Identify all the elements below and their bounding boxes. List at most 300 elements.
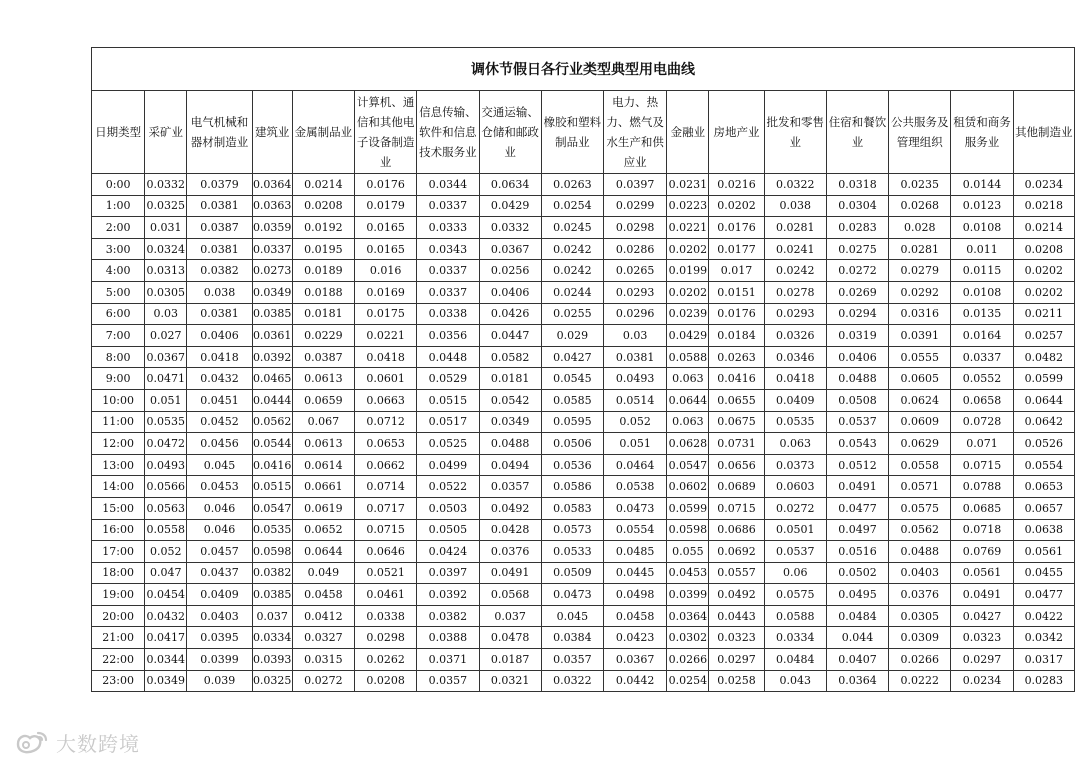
column-header: 交通运输、仓储和邮政业 — [479, 91, 541, 174]
value-cell: 0.0181 — [292, 303, 354, 325]
value-cell: 0.0176 — [709, 217, 764, 239]
value-cell: 0.0458 — [292, 584, 354, 606]
value-cell: 0.0257 — [1013, 325, 1074, 347]
value-cell: 0.0216 — [709, 174, 764, 196]
time-cell: 1:00 — [92, 195, 145, 217]
value-cell: 0.0588 — [764, 605, 826, 627]
value-cell: 0.0571 — [889, 476, 951, 498]
column-header: 金融业 — [667, 91, 709, 174]
value-cell: 0.0529 — [417, 368, 479, 390]
value-cell: 0.0728 — [951, 411, 1013, 433]
value-cell: 0.0619 — [292, 497, 354, 519]
header-row — [92, 91, 1075, 174]
value-cell: 0.0494 — [479, 454, 541, 476]
value-cell: 0.0582 — [479, 346, 541, 368]
table-row — [92, 541, 1075, 563]
value-cell: 0.0454 — [145, 584, 187, 606]
value-cell: 0.0427 — [541, 346, 603, 368]
value-cell: 0.0451 — [187, 389, 252, 411]
value-cell: 0.071 — [951, 433, 1013, 455]
time-cell: 7:00 — [92, 325, 145, 347]
value-cell: 0.0302 — [667, 627, 709, 649]
value-cell: 0.039 — [187, 670, 252, 692]
value-cell: 0.0332 — [479, 217, 541, 239]
value-cell: 0.0179 — [355, 195, 417, 217]
time-cell: 6:00 — [92, 303, 145, 325]
value-cell: 0.0499 — [417, 454, 479, 476]
value-cell: 0.0603 — [764, 476, 826, 498]
weibo-logo-icon — [12, 730, 50, 756]
value-cell: 0.0599 — [667, 497, 709, 519]
power-curve-table — [91, 47, 1075, 692]
value-cell: 0.0686 — [709, 519, 764, 541]
value-cell: 0.047 — [145, 562, 187, 584]
value-cell: 0.0364 — [826, 670, 888, 692]
value-cell: 0.0337 — [417, 281, 479, 303]
value-cell: 0.0199 — [667, 260, 709, 282]
value-cell: 0.031 — [145, 217, 187, 239]
time-cell: 8:00 — [92, 346, 145, 368]
time-cell: 22:00 — [92, 649, 145, 671]
value-cell: 0.0123 — [951, 195, 1013, 217]
value-cell: 0.0515 — [417, 389, 479, 411]
value-cell: 0.0187 — [479, 649, 541, 671]
value-cell: 0.0769 — [951, 541, 1013, 563]
value-cell: 0.044 — [826, 627, 888, 649]
value-cell: 0.0655 — [709, 389, 764, 411]
value-cell: 0.0361 — [252, 325, 292, 347]
value-cell: 0.0254 — [667, 670, 709, 692]
value-cell: 0.0144 — [951, 174, 1013, 196]
value-cell: 0.0258 — [709, 670, 764, 692]
table-row — [92, 454, 1075, 476]
time-cell: 21:00 — [92, 627, 145, 649]
value-cell: 0.0509 — [541, 562, 603, 584]
value-cell: 0.0344 — [417, 174, 479, 196]
value-cell: 0.0442 — [604, 670, 667, 692]
value-cell: 0.0456 — [187, 433, 252, 455]
table-body — [92, 174, 1075, 692]
value-cell: 0.0268 — [889, 195, 951, 217]
value-cell: 0.0663 — [355, 389, 417, 411]
table-row — [92, 174, 1075, 196]
value-cell: 0.0403 — [889, 562, 951, 584]
value-cell: 0.0554 — [1013, 454, 1074, 476]
value-cell: 0.0357 — [479, 476, 541, 498]
value-cell: 0.0235 — [889, 174, 951, 196]
table-row — [92, 260, 1075, 282]
value-cell: 0.0392 — [417, 584, 479, 606]
value-cell: 0.0297 — [709, 649, 764, 671]
value-cell: 0.029 — [541, 325, 603, 347]
value-cell: 0.0202 — [667, 281, 709, 303]
value-cell: 0.0644 — [667, 389, 709, 411]
value-cell: 0.0526 — [1013, 433, 1074, 455]
value-cell: 0.0164 — [951, 325, 1013, 347]
table-row — [92, 497, 1075, 519]
value-cell: 0.0108 — [951, 217, 1013, 239]
value-cell: 0.0292 — [889, 281, 951, 303]
value-cell: 0.043 — [764, 670, 826, 692]
value-cell: 0.0382 — [187, 260, 252, 282]
value-cell: 0.0515 — [252, 476, 292, 498]
value-cell: 0.0318 — [826, 174, 888, 196]
value-cell: 0.0452 — [187, 411, 252, 433]
value-cell: 0.0409 — [764, 389, 826, 411]
value-cell: 0.0382 — [252, 562, 292, 584]
value-cell: 0.0349 — [479, 411, 541, 433]
value-cell: 0.0656 — [709, 454, 764, 476]
value-cell: 0.0242 — [541, 260, 603, 282]
value-cell: 0.0473 — [541, 584, 603, 606]
value-cell: 0.0602 — [667, 476, 709, 498]
value-cell: 0.0566 — [145, 476, 187, 498]
value-cell: 0.0535 — [764, 411, 826, 433]
value-cell: 0.0495 — [826, 584, 888, 606]
value-cell: 0.0718 — [951, 519, 1013, 541]
value-cell: 0.051 — [604, 433, 667, 455]
value-cell: 0.0653 — [1013, 476, 1074, 498]
value-cell: 0.067 — [292, 411, 354, 433]
value-cell: 0.0325 — [145, 195, 187, 217]
value-cell: 0.0563 — [145, 497, 187, 519]
value-cell: 0.0208 — [292, 195, 354, 217]
value-cell: 0.0322 — [541, 670, 603, 692]
value-cell: 0.0457 — [187, 541, 252, 563]
value-cell: 0.049 — [292, 562, 354, 584]
value-cell: 0.0536 — [541, 454, 603, 476]
value-cell: 0.0426 — [479, 303, 541, 325]
value-cell: 0.0322 — [764, 174, 826, 196]
value-cell: 0.0278 — [764, 281, 826, 303]
value-cell: 0.0522 — [417, 476, 479, 498]
value-cell: 0.0298 — [355, 627, 417, 649]
column-header: 其他制造业 — [1013, 91, 1074, 174]
table-row — [92, 519, 1075, 541]
value-cell: 0.0254 — [541, 195, 603, 217]
value-cell: 0.055 — [667, 541, 709, 563]
value-cell: 0.0275 — [826, 238, 888, 260]
value-cell: 0.0382 — [417, 605, 479, 627]
value-cell: 0.011 — [951, 238, 1013, 260]
value-cell: 0.0461 — [355, 584, 417, 606]
value-cell: 0.0444 — [252, 389, 292, 411]
value-cell: 0.0493 — [145, 454, 187, 476]
value-cell: 0.063 — [667, 368, 709, 390]
value-cell: 0.0327 — [292, 627, 354, 649]
value-cell: 0.0424 — [417, 541, 479, 563]
value-cell: 0.0535 — [252, 519, 292, 541]
value-cell: 0.0266 — [667, 649, 709, 671]
value-cell: 0.0714 — [355, 476, 417, 498]
value-cell: 0.06 — [764, 562, 826, 584]
value-cell: 0.0613 — [292, 368, 354, 390]
value-cell: 0.0364 — [252, 174, 292, 196]
value-cell: 0.0359 — [252, 217, 292, 239]
value-cell: 0.0317 — [1013, 649, 1074, 671]
time-cell: 3:00 — [92, 238, 145, 260]
value-cell: 0.0717 — [355, 497, 417, 519]
value-cell: 0.0493 — [604, 368, 667, 390]
column-header: 租赁和商务服务业 — [951, 91, 1013, 174]
value-cell: 0.0379 — [187, 174, 252, 196]
value-cell: 0.0115 — [951, 260, 1013, 282]
value-cell: 0.0319 — [826, 325, 888, 347]
value-cell: 0.0272 — [826, 260, 888, 282]
value-cell: 0.0491 — [826, 476, 888, 498]
value-cell: 0.0662 — [355, 454, 417, 476]
value-cell: 0.0512 — [826, 454, 888, 476]
column-header: 房地产业 — [709, 91, 764, 174]
value-cell: 0.0485 — [604, 541, 667, 563]
value-cell: 0.0399 — [667, 584, 709, 606]
value-cell: 0.0418 — [355, 346, 417, 368]
value-cell: 0.0323 — [951, 627, 1013, 649]
value-cell: 0.0628 — [667, 433, 709, 455]
value-cell: 0.0376 — [479, 541, 541, 563]
value-cell: 0.0223 — [667, 195, 709, 217]
value-cell: 0.0297 — [951, 649, 1013, 671]
column-header: 电力、热力、燃气及水生产和供应业 — [604, 91, 667, 174]
value-cell: 0.0482 — [1013, 346, 1074, 368]
value-cell: 0.0598 — [667, 519, 709, 541]
column-header: 采矿业 — [145, 91, 187, 174]
value-cell: 0.0416 — [709, 368, 764, 390]
value-cell: 0.0294 — [826, 303, 888, 325]
value-cell: 0.0488 — [479, 433, 541, 455]
value-cell: 0.017 — [709, 260, 764, 282]
value-cell: 0.0392 — [252, 346, 292, 368]
table-row — [92, 476, 1075, 498]
time-cell: 18:00 — [92, 562, 145, 584]
time-cell: 4:00 — [92, 260, 145, 282]
value-cell: 0.0241 — [764, 238, 826, 260]
value-cell: 0.0422 — [1013, 605, 1074, 627]
value-cell: 0.0349 — [252, 281, 292, 303]
value-cell: 0.027 — [145, 325, 187, 347]
value-cell: 0.0561 — [1013, 541, 1074, 563]
value-cell: 0.0514 — [604, 389, 667, 411]
value-cell: 0.0685 — [951, 497, 1013, 519]
value-cell: 0.0525 — [417, 433, 479, 455]
value-cell: 0.037 — [252, 605, 292, 627]
value-cell: 0.0542 — [479, 389, 541, 411]
table-row — [92, 562, 1075, 584]
value-cell: 0.0646 — [355, 541, 417, 563]
value-cell: 0.0657 — [1013, 497, 1074, 519]
table-row — [92, 389, 1075, 411]
value-cell: 0.0448 — [417, 346, 479, 368]
value-cell: 0.0337 — [252, 238, 292, 260]
value-cell: 0.0488 — [826, 368, 888, 390]
table-row — [92, 325, 1075, 347]
value-cell: 0.0373 — [764, 454, 826, 476]
table-row — [92, 649, 1075, 671]
value-cell: 0.0477 — [826, 497, 888, 519]
value-cell: 0.0344 — [145, 649, 187, 671]
value-cell: 0.0453 — [667, 562, 709, 584]
value-cell: 0.0244 — [541, 281, 603, 303]
value-cell: 0.0176 — [709, 303, 764, 325]
column-header: 日期类型 — [92, 91, 145, 174]
value-cell: 0.0325 — [252, 670, 292, 692]
column-header: 住宿和餐饮业 — [826, 91, 888, 174]
value-cell: 0.0222 — [889, 670, 951, 692]
table-title: 调休节假日各行业类型典型用电曲线 — [92, 48, 1075, 91]
value-cell: 0.0715 — [951, 454, 1013, 476]
value-cell: 0.0381 — [604, 346, 667, 368]
value-cell: 0.0376 — [889, 584, 951, 606]
value-cell: 0.0177 — [709, 238, 764, 260]
table-row — [92, 368, 1075, 390]
time-cell: 10:00 — [92, 389, 145, 411]
value-cell: 0.0472 — [145, 433, 187, 455]
table-row — [92, 217, 1075, 239]
table-row — [92, 303, 1075, 325]
value-cell: 0.0381 — [187, 195, 252, 217]
value-cell: 0.0538 — [604, 476, 667, 498]
time-cell: 5:00 — [92, 281, 145, 303]
value-cell: 0.0562 — [889, 519, 951, 541]
value-cell: 0.0458 — [604, 605, 667, 627]
value-cell: 0.0387 — [187, 217, 252, 239]
value-cell: 0.0175 — [355, 303, 417, 325]
value-cell: 0.0202 — [667, 238, 709, 260]
value-cell: 0.0455 — [1013, 562, 1074, 584]
value-cell: 0.0333 — [417, 217, 479, 239]
value-cell: 0.0634 — [479, 174, 541, 196]
value-cell: 0.0533 — [541, 541, 603, 563]
value-cell: 0.0473 — [604, 497, 667, 519]
value-cell: 0.0508 — [826, 389, 888, 411]
value-cell: 0.045 — [187, 454, 252, 476]
value-cell: 0.0554 — [604, 519, 667, 541]
value-cell: 0.0661 — [292, 476, 354, 498]
value-cell: 0.0343 — [417, 238, 479, 260]
value-cell: 0.0334 — [764, 627, 826, 649]
value-cell: 0.0614 — [292, 454, 354, 476]
value-cell: 0.0465 — [252, 368, 292, 390]
value-cell: 0.0218 — [1013, 195, 1074, 217]
value-cell: 0.0202 — [1013, 260, 1074, 282]
value-cell: 0.0537 — [826, 411, 888, 433]
value-cell: 0.0453 — [187, 476, 252, 498]
value-cell: 0.0605 — [889, 368, 951, 390]
value-cell: 0.0659 — [292, 389, 354, 411]
value-cell: 0.0595 — [541, 411, 603, 433]
value-cell: 0.052 — [145, 541, 187, 563]
value-cell: 0.0342 — [1013, 627, 1074, 649]
value-cell: 0.028 — [889, 217, 951, 239]
column-header: 金属制品业 — [292, 91, 354, 174]
value-cell: 0.0471 — [145, 368, 187, 390]
time-cell: 11:00 — [92, 411, 145, 433]
value-cell: 0.0184 — [709, 325, 764, 347]
time-cell: 14:00 — [92, 476, 145, 498]
value-cell: 0.0537 — [764, 541, 826, 563]
value-cell: 0.0286 — [604, 238, 667, 260]
value-cell: 0.0266 — [889, 649, 951, 671]
value-cell: 0.0399 — [187, 649, 252, 671]
value-cell: 0.0557 — [709, 562, 764, 584]
value-cell: 0.0397 — [417, 562, 479, 584]
value-cell: 0.0406 — [826, 346, 888, 368]
value-cell: 0.0488 — [889, 541, 951, 563]
value-cell: 0.0293 — [764, 303, 826, 325]
value-cell: 0.0409 — [187, 584, 252, 606]
value-cell: 0.0429 — [479, 195, 541, 217]
value-cell: 0.0675 — [709, 411, 764, 433]
value-cell: 0.0505 — [417, 519, 479, 541]
value-cell: 0.0385 — [252, 584, 292, 606]
value-cell: 0.0599 — [1013, 368, 1074, 390]
value-cell: 0.0598 — [252, 541, 292, 563]
value-cell: 0.0321 — [479, 670, 541, 692]
value-cell: 0.0338 — [355, 605, 417, 627]
value-cell: 0.0367 — [604, 649, 667, 671]
value-cell: 0.063 — [764, 433, 826, 455]
value-cell: 0.0192 — [292, 217, 354, 239]
value-cell: 0.0501 — [764, 519, 826, 541]
value-cell: 0.0638 — [1013, 519, 1074, 541]
value-cell: 0.0165 — [355, 238, 417, 260]
value-cell: 0.0547 — [252, 497, 292, 519]
value-cell: 0.0245 — [541, 217, 603, 239]
value-cell: 0.0583 — [541, 497, 603, 519]
value-cell: 0.0516 — [826, 541, 888, 563]
value-cell: 0.037 — [479, 605, 541, 627]
value-cell: 0.0324 — [145, 238, 187, 260]
value-cell: 0.0272 — [764, 497, 826, 519]
value-cell: 0.0273 — [252, 260, 292, 282]
value-cell: 0.0239 — [667, 303, 709, 325]
value-cell: 0.052 — [604, 411, 667, 433]
table-row — [92, 605, 1075, 627]
table-row — [92, 584, 1075, 606]
value-cell: 0.0585 — [541, 389, 603, 411]
value-cell: 0.0545 — [541, 368, 603, 390]
value-cell: 0.03 — [604, 325, 667, 347]
value-cell: 0.0491 — [479, 562, 541, 584]
value-cell: 0.0517 — [417, 411, 479, 433]
value-cell: 0.0543 — [826, 433, 888, 455]
value-cell: 0.0367 — [479, 238, 541, 260]
value-cell: 0.0208 — [355, 670, 417, 692]
value-cell: 0.0309 — [889, 627, 951, 649]
value-cell: 0.0381 — [187, 238, 252, 260]
value-cell: 0.0304 — [826, 195, 888, 217]
value-cell: 0.0337 — [417, 260, 479, 282]
value-cell: 0.0562 — [252, 411, 292, 433]
value-cell: 0.0202 — [1013, 281, 1074, 303]
value-cell: 0.0337 — [417, 195, 479, 217]
value-cell: 0.0552 — [951, 368, 1013, 390]
value-cell: 0.0283 — [826, 217, 888, 239]
value-cell: 0.0231 — [667, 174, 709, 196]
value-cell: 0.0338 — [417, 303, 479, 325]
value-cell: 0.0135 — [951, 303, 1013, 325]
value-cell: 0.0575 — [889, 497, 951, 519]
value-cell: 0.0242 — [764, 260, 826, 282]
value-cell: 0.0296 — [604, 303, 667, 325]
value-cell: 0.0407 — [826, 649, 888, 671]
value-cell: 0.0629 — [889, 433, 951, 455]
value-cell: 0.0403 — [187, 605, 252, 627]
value-cell: 0.0416 — [252, 454, 292, 476]
value-cell: 0.0208 — [1013, 238, 1074, 260]
value-cell: 0.0393 — [252, 649, 292, 671]
value-cell: 0.0397 — [604, 174, 667, 196]
